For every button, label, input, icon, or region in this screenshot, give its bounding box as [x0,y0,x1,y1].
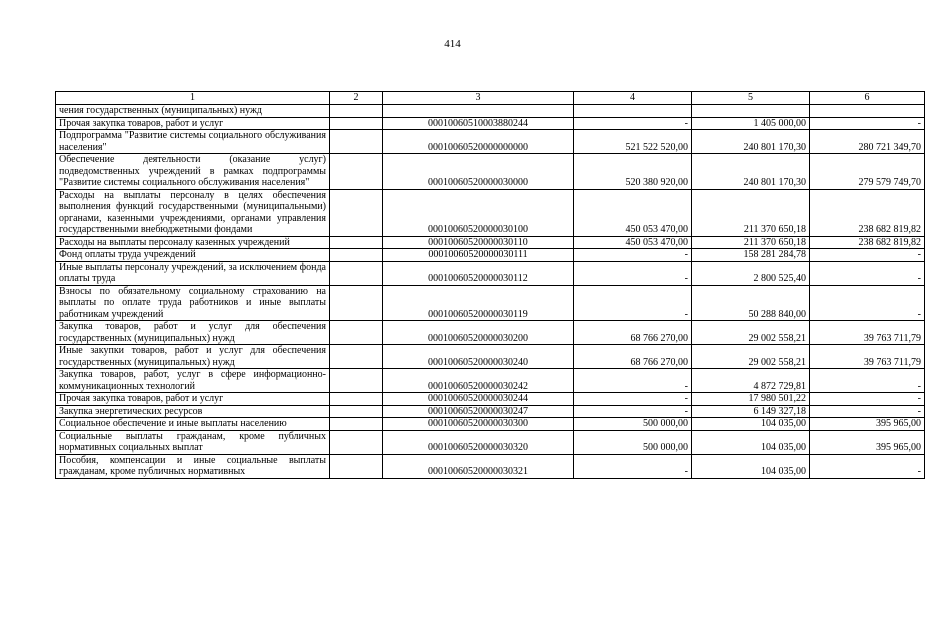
row-code-cell: 00010060520000030110 [383,236,574,249]
row-name-cell: Обеспечение деятельности (оказание услуг) подведомственных учреждений в рамках подпрограммы "Развитие системы социального обслуживания населения" [56,154,330,190]
row-col6-cell: 238 682 819,82 [810,189,925,236]
row-col2-cell [330,345,383,369]
row-col4-cell: - [574,454,692,478]
row-col4-cell: - [574,249,692,262]
row-col6-cell: - [810,285,925,321]
row-name-cell: Подпрограмма "Развитие системы социального обслуживания населения" [56,130,330,154]
table-row [56,393,925,406]
table-row [56,261,925,285]
row-name-cell: Взносы по обязательному социальному страхованию на выплаты по оплате труда работников и иные выплаты работникам учреждений [56,285,330,321]
row-code-cell: 00010060520000030112 [383,261,574,285]
row-name-cell: Социальные выплаты гражданам, кроме публичных нормативных социальных выплат [56,430,330,454]
row-col6-cell: 395 965,00 [810,418,925,431]
table-row [56,369,925,393]
row-name-cell: Социальное обеспечение и иные выплаты населению [56,418,330,431]
column-header: 1 [56,92,330,105]
column-header: 5 [692,92,810,105]
table-row [56,454,925,478]
row-col2-cell [330,405,383,418]
row-col6-cell: - [810,249,925,262]
table-row [56,236,925,249]
row-col2-cell [330,236,383,249]
row-code-cell: 00010060520000030321 [383,454,574,478]
row-code-cell: 00010060510003880244 [383,117,574,130]
row-name-cell: Закупка товаров, работ и услуг для обеспечения государственных (муниципальных) нужд [56,321,330,345]
row-code-cell: 00010060520000030119 [383,285,574,321]
row-col5-cell [692,105,810,118]
row-col5-cell: 2 800 525,40 [692,261,810,285]
row-col2-cell [330,189,383,236]
row-col5-cell: 104 035,00 [692,430,810,454]
row-col2-cell [330,261,383,285]
table-row [56,285,925,321]
row-code-cell: 00010060520000030100 [383,189,574,236]
row-code-cell: 00010060520000030244 [383,393,574,406]
row-col6-cell: 280 721 349,70 [810,130,925,154]
budget-table [55,91,925,479]
row-name-cell: Иные закупки товаров, работ и услуг для обеспечения государственных (муниципальных) нужд [56,345,330,369]
row-col6-cell: - [810,393,925,406]
row-col2-cell [330,105,383,118]
table-row [56,249,925,262]
row-code-cell: 00010060520000030111 [383,249,574,262]
row-col4-cell: 520 380 920,00 [574,154,692,190]
row-col4-cell [574,105,692,118]
row-col6-cell: - [810,369,925,393]
row-col5-cell: 158 281 284,78 [692,249,810,262]
table-row [56,345,925,369]
row-col4-cell: - [574,369,692,393]
table-row [56,321,925,345]
row-col2-cell [330,285,383,321]
table-row [56,130,925,154]
table-row [56,105,925,118]
row-col5-cell: 211 370 650,18 [692,236,810,249]
row-col6-cell: 39 763 711,79 [810,345,925,369]
row-code-cell: 00010060520000030200 [383,321,574,345]
row-col5-cell: 1 405 000,00 [692,117,810,130]
row-col6-cell: - [810,454,925,478]
row-name-cell: Прочая закупка товаров, работ и услуг [56,393,330,406]
row-col2-cell [330,393,383,406]
row-col4-cell: 450 053 470,00 [574,236,692,249]
row-col2-cell [330,454,383,478]
row-col2-cell [330,418,383,431]
row-col4-cell: 68 766 270,00 [574,321,692,345]
row-col4-cell: - [574,117,692,130]
row-col2-cell [330,430,383,454]
row-col6-cell: - [810,261,925,285]
row-col4-cell: - [574,393,692,406]
row-col4-cell: 450 053 470,00 [574,189,692,236]
row-col5-cell: 211 370 650,18 [692,189,810,236]
row-col4-cell: 500 000,00 [574,418,692,431]
row-col2-cell [330,117,383,130]
table-row [56,418,925,431]
row-col5-cell: 17 980 501,22 [692,393,810,406]
row-col6-cell: - [810,405,925,418]
row-name-cell: Расходы на выплаты персоналу казенных учреждений [56,236,330,249]
row-col2-cell [330,154,383,190]
row-col5-cell: 240 801 170,30 [692,154,810,190]
row-col5-cell: 104 035,00 [692,418,810,431]
row-name-cell: Фонд оплаты труда учреждений [56,249,330,262]
row-code-cell: 00010060520000030240 [383,345,574,369]
row-col4-cell: - [574,261,692,285]
row-col4-cell: 521 522 520,00 [574,130,692,154]
row-col4-cell: 68 766 270,00 [574,345,692,369]
table-row [56,117,925,130]
table-body [56,105,925,479]
row-code-cell: 00010060520000030242 [383,369,574,393]
row-code-cell [383,105,574,118]
row-name-cell: чения государственных (муниципальных) нужд [56,105,330,118]
column-header: 6 [810,92,925,105]
row-col2-cell [330,130,383,154]
page-number: 414 [444,38,461,50]
row-name-cell: Пособия, компенсации и иные социальные выплаты гражданам, кроме публичных нормативных [56,454,330,478]
row-code-cell: 00010060520000000000 [383,130,574,154]
row-code-cell: 00010060520000030300 [383,418,574,431]
row-code-cell: 00010060520000030320 [383,430,574,454]
row-name-cell: Расходы на выплаты персоналу в целях обеспечения выполнения функций государственными (муниципальными) органами, казенными учреждениями, органами управления государственными внебюджетными фондами [56,189,330,236]
row-col5-cell: 4 872 729,81 [692,369,810,393]
row-col6-cell: 279 579 749,70 [810,154,925,190]
row-col4-cell: 500 000,00 [574,430,692,454]
column-header: 3 [383,92,574,105]
row-col2-cell [330,369,383,393]
row-col5-cell: 29 002 558,21 [692,345,810,369]
row-col5-cell: 104 035,00 [692,454,810,478]
row-col5-cell: 50 288 840,00 [692,285,810,321]
row-code-cell: 00010060520000030000 [383,154,574,190]
row-col6-cell: 238 682 819,82 [810,236,925,249]
row-name-cell: Закупка энергетических ресурсов [56,405,330,418]
row-col4-cell: - [574,285,692,321]
row-col5-cell: 6 149 327,18 [692,405,810,418]
row-col6-cell: 39 763 711,79 [810,321,925,345]
row-name-cell: Иные выплаты персоналу учреждений, за исключением фонда оплаты труда [56,261,330,285]
column-header: 2 [330,92,383,105]
row-col6-cell: 395 965,00 [810,430,925,454]
row-name-cell: Закупка товаров, работ, услуг в сфере информационно-коммуникационных технологий [56,369,330,393]
table-row [56,405,925,418]
row-col2-cell [330,321,383,345]
column-header: 4 [574,92,692,105]
table-row [56,430,925,454]
row-col6-cell [810,105,925,118]
row-col2-cell [330,249,383,262]
row-col6-cell: - [810,117,925,130]
row-col5-cell: 240 801 170,30 [692,130,810,154]
table-row [56,189,925,236]
row-col4-cell: - [574,405,692,418]
row-code-cell: 00010060520000030247 [383,405,574,418]
row-col5-cell: 29 002 558,21 [692,321,810,345]
table-row [56,154,925,190]
table-header-row [56,92,925,105]
row-name-cell: Прочая закупка товаров, работ и услуг [56,117,330,130]
